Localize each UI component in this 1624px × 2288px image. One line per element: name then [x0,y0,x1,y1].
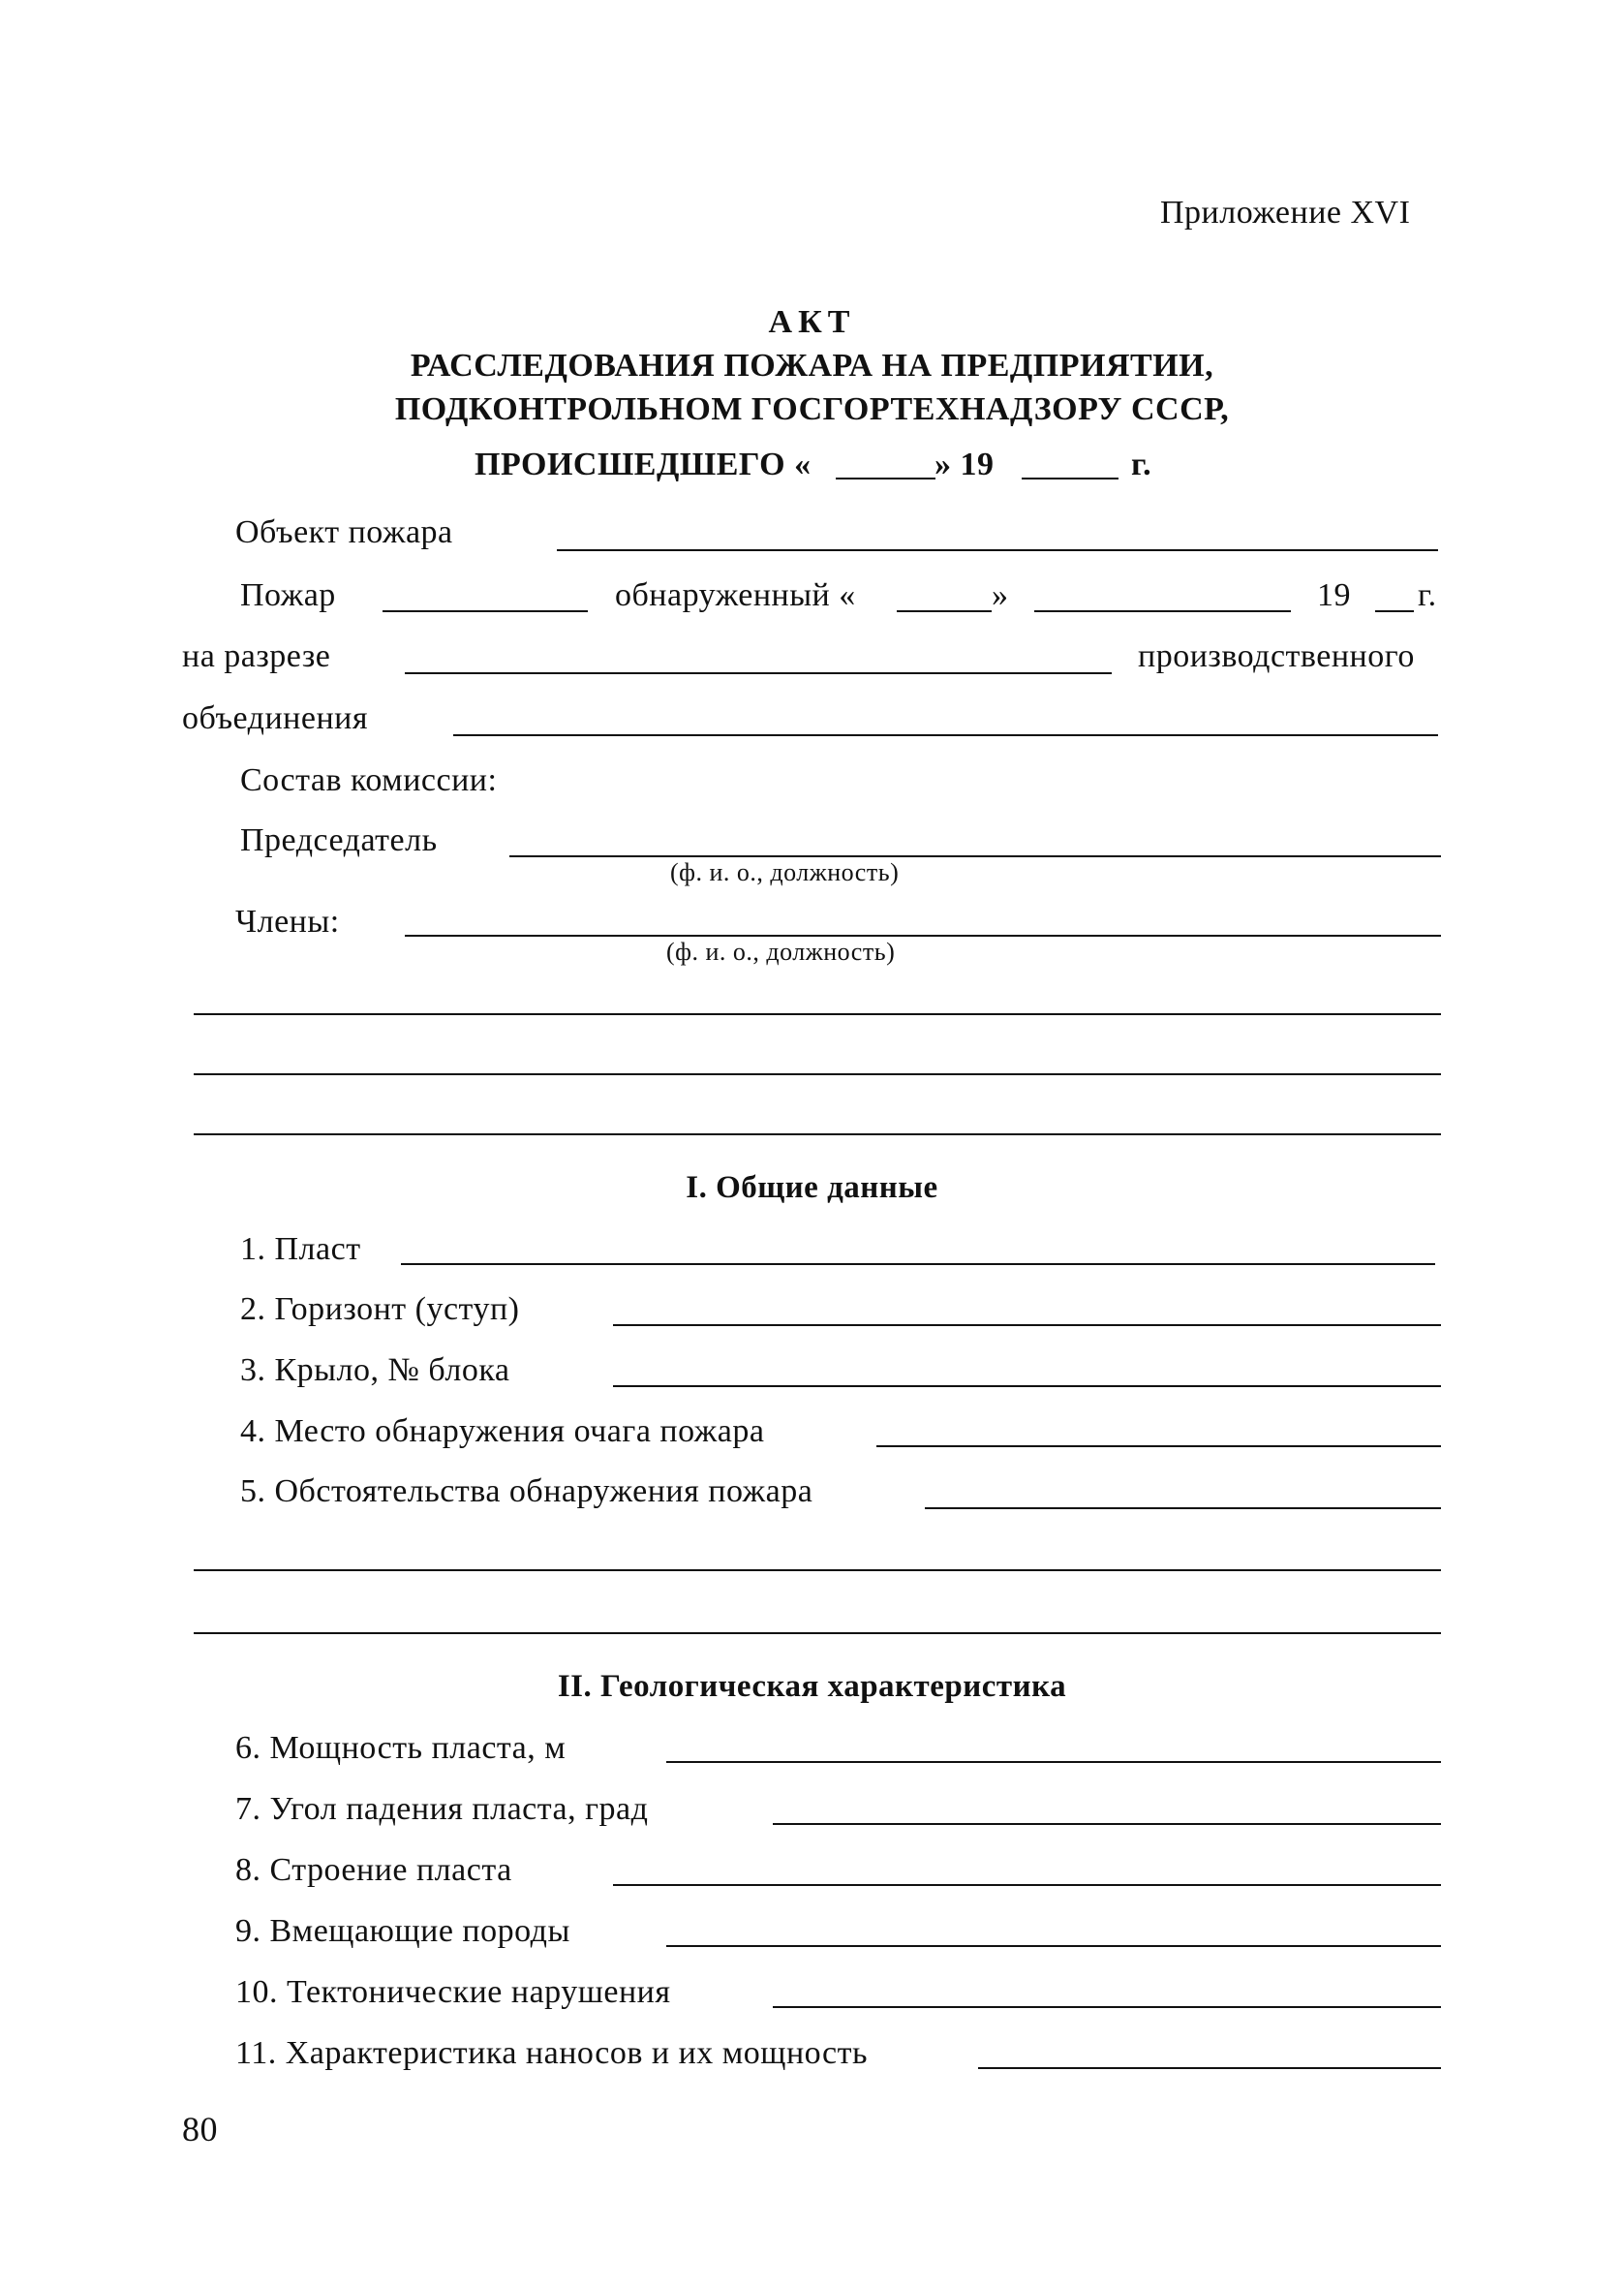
members-field[interactable] [405,935,1441,937]
item-8-label: 8. Строение пласта [235,1852,512,1888]
item-10-label: 10. Тектонические нарушения [235,1974,671,2010]
object-field[interactable] [557,549,1438,551]
chairman-field[interactable] [509,855,1441,857]
members-line-3[interactable] [194,1073,1441,1075]
members-caption: (ф. и. о., должность) [666,938,896,966]
item-11-label: 11. Характеристика наносов и их мощность [235,2035,868,2071]
item-7-label: 7. Угол падения пласта, град [235,1791,649,1827]
document-title: АКТ [768,304,856,340]
detected-label: обнаруженный « [615,577,856,613]
item-2-field[interactable] [613,1324,1441,1326]
detected-month-field[interactable] [1034,610,1291,612]
item-1-field[interactable] [401,1263,1435,1265]
title-date-suffix: г. [1131,447,1152,482]
detected-year-suffix: г. [1418,577,1437,613]
members-line-4[interactable] [194,1133,1441,1135]
association-field[interactable] [453,734,1438,736]
members-label: Члены: [235,904,340,940]
item-5-line-3[interactable] [194,1632,1441,1634]
item-6-field[interactable] [666,1761,1441,1763]
detected-year-label: 19 [1317,577,1351,613]
fire-field[interactable] [383,610,588,612]
item-2-label: 2. Горизонт (уступ) [240,1291,520,1327]
item-8-field[interactable] [613,1884,1441,1886]
chairman-label: Председатель [240,822,438,858]
item-9-field[interactable] [666,1945,1441,1947]
item-9-label: 9. Вмещающие породы [235,1913,570,1949]
item-5-line-2[interactable] [194,1569,1441,1571]
item-5-label: 5. Обстоятельства обнаружения пожара [240,1473,813,1509]
page-number: 80 [182,2110,218,2149]
item-6-label: 6. Мощность пласта, м [235,1730,567,1766]
section1-title: I. Общие данные [686,1170,938,1205]
detected-close: » [992,577,1009,613]
production-label: производственного [1138,638,1415,674]
detected-day-field[interactable] [897,610,992,612]
title-day-field[interactable] [836,478,935,479]
members-line-2[interactable] [194,1013,1441,1015]
section2-title: II. Геологическая характеристика [557,1669,1067,1704]
title-date-prefix: ПРОИСШЕДШЕГО « [475,447,812,482]
section-label: на разрезе [182,638,331,674]
item-10-field[interactable] [773,2006,1441,2008]
object-label: Объект пожара [235,514,453,550]
detected-year-field[interactable] [1375,610,1414,612]
title-year-field[interactable] [1022,478,1118,479]
item-3-label: 3. Крыло, № блока [240,1352,510,1388]
fire-label: Пожар [240,577,336,613]
item-4-label: 4. Место обнаружения очага пожара [240,1413,765,1449]
item-1-label: 1. Пласт [240,1231,361,1267]
title-date-mid: » 19 [935,447,995,482]
commission-label: Состав комиссии: [240,762,498,798]
item-7-field[interactable] [773,1823,1441,1825]
section-field[interactable] [405,672,1112,674]
association-label: объединения [182,700,368,736]
document-subtitle-line2: ПОДКОНТРОЛЬНОМ ГОСГОРТЕХНАДЗОРУ СССР, [394,391,1230,427]
item-3-field[interactable] [613,1385,1441,1387]
chairman-caption: (ф. и. о., должность) [670,858,900,886]
item-5-field[interactable] [925,1507,1441,1509]
item-4-field[interactable] [876,1445,1441,1447]
appendix-label: Приложение XVI [1160,195,1411,231]
document-subtitle-line1: РАССЛЕДОВАНИЯ ПОЖАРА НА ПРЕДПРИЯТИИ, [410,348,1214,384]
item-11-field[interactable] [978,2067,1441,2069]
